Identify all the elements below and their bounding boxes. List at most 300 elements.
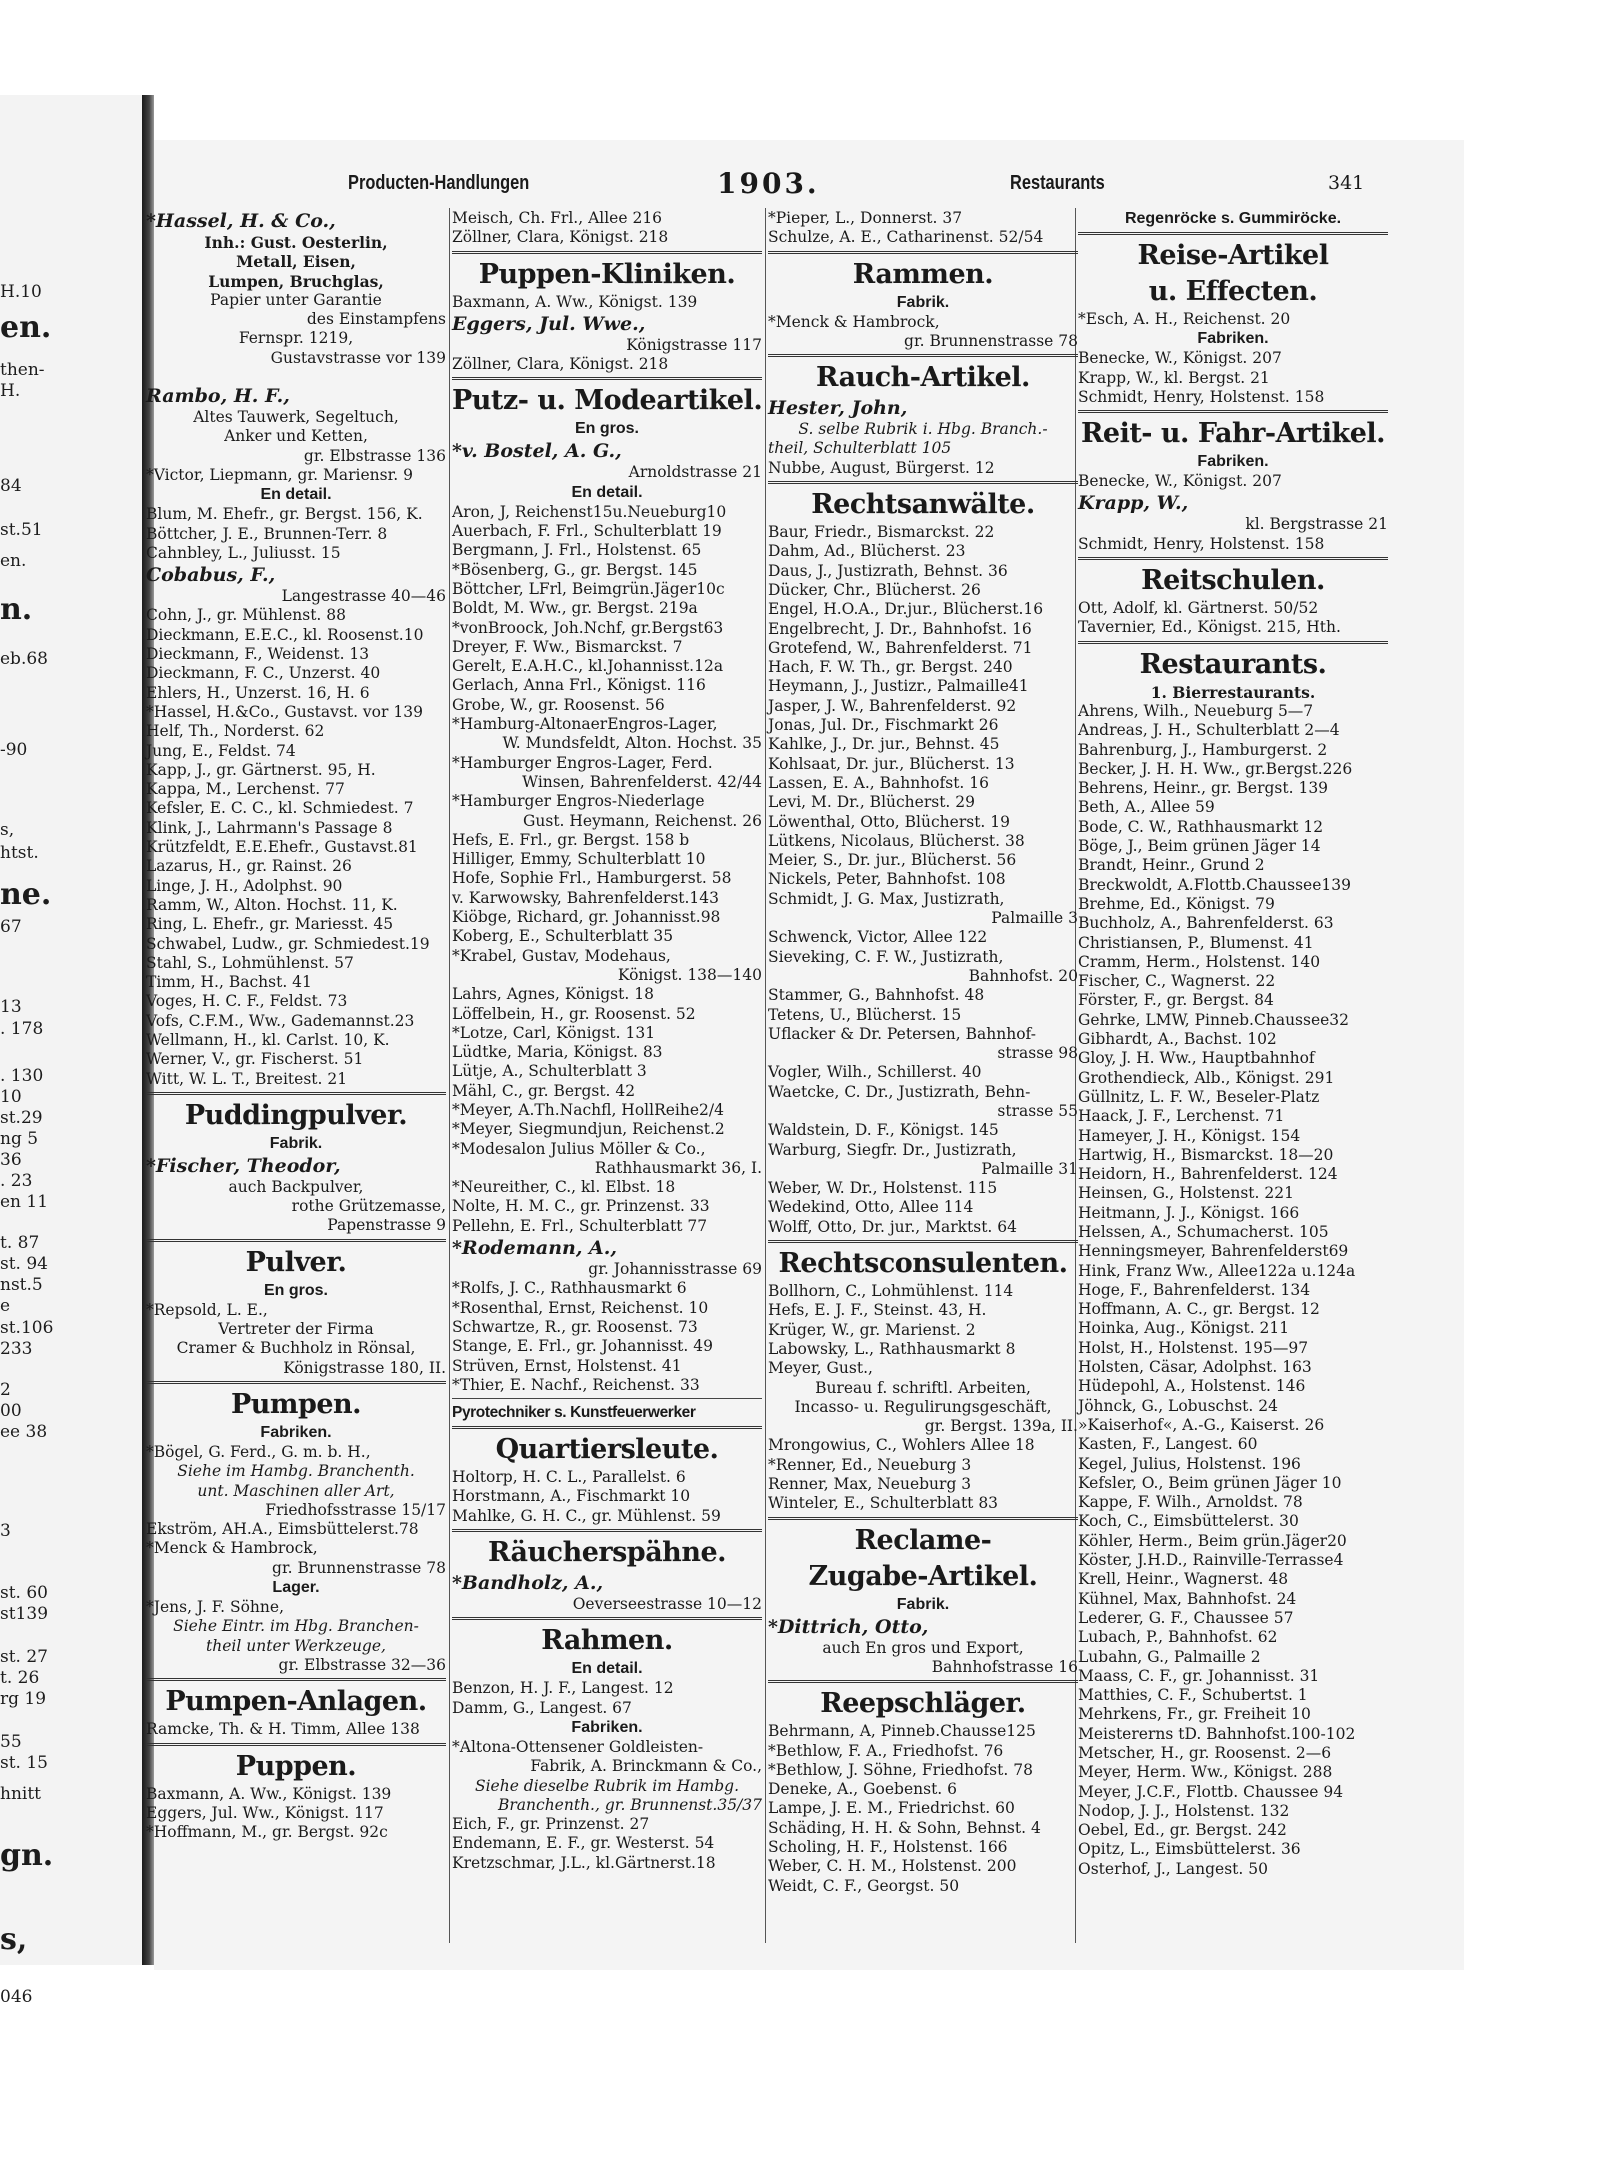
header-right: Restaurants [1010, 172, 1105, 194]
directory-entry: Christiansen, P., Blumenst. 41 [1078, 933, 1314, 952]
directory-entry: Siehe dieselbe Rubrik im Hambg. [474, 1776, 740, 1795]
directory-entry: Meisch, Ch. Frl., Allee 216 [452, 209, 663, 227]
directory-entry: Meier, S., Dr. jur., Blücherst. 56 [768, 851, 1017, 870]
directory-entry: Köster, J.H.D., Rainville-Terrasse4 [1078, 1551, 1344, 1570]
directory-entry: Löwenthal, Otto, Blücherst. 19 [768, 812, 1010, 831]
directory-entry: Eich, F., gr. Prinzenst. 27 [452, 1815, 650, 1834]
margin-fragment: 84 [0, 476, 22, 496]
directory-entry: *Pieper, L., Donnerst. 37 [768, 209, 963, 227]
margin-fragment: ne. [0, 877, 52, 912]
section-heading: u. Effecten. [1148, 276, 1318, 307]
directory-entry: Kasten, F., Langest. 60 [1078, 1435, 1258, 1454]
directory-entry: Benecke, W., Königst. 207 [1078, 349, 1282, 368]
section-divider [146, 1381, 446, 1384]
page-number: 341 [1328, 172, 1365, 194]
directory-entry: Ring, L. Ehefr., gr. Mariesst. 45 [146, 915, 394, 934]
directory-entry: Hoffmann, A. C., gr. Bergst. 12 [1078, 1300, 1320, 1319]
directory-entry: Tetens, U., Blücherst. 15 [768, 1005, 962, 1024]
directory-entry: Haack, J. F., Lerchenst. 71 [1078, 1107, 1285, 1126]
section-heading: Rechtsanwälte. [811, 489, 1035, 521]
directory-entry: *Lotze, Carl, Königst. 131 [452, 1023, 656, 1042]
entry-detail-bold: 1. Bierrestaurants. [1150, 682, 1316, 702]
directory-entry: Ott, Adolf, kl. Gärtnerst. 50/52 [1078, 599, 1319, 618]
directory-entry: Engel, H.O.A., Dr.jur., Blücherst.16 [768, 600, 1044, 619]
directory-entry: Opitz, L., Eimsbüttelerst. 36 [1078, 1840, 1301, 1859]
directory-entry: Zöllner, Clara, Königst. 218 [452, 228, 669, 247]
subsection-label: Fabrik. [269, 1134, 323, 1152]
directory-entry: Hartwig, H., Bismarckst. 18—20 [1078, 1145, 1334, 1164]
directory-entry: Lütkens, Nicolaus, Blücherst. 38 [768, 831, 1025, 850]
directory-entry: Jasper, J. W., Bahrenfelderst. 92 [768, 696, 1017, 715]
directory-entry: Winsen, Bahrenfelderst. 42/44 [522, 772, 762, 791]
directory-entry: Mahlke, G. H. C., gr. Mühlenst. 59 [452, 1506, 721, 1525]
section-divider [146, 1743, 446, 1746]
directory-entry: Andreas, J. H., Schulterblatt 2—4 [1078, 721, 1340, 740]
directory-entry: Grothendieck, Alb., Königst. 291 [1078, 1068, 1335, 1087]
margin-fragment: . 23 [0, 1171, 33, 1191]
directory-entry: Mähl, C., gr. Bergst. 42 [452, 1081, 636, 1100]
directory-entry: *Meyer, Siegmundjun, Reichenst.2 [452, 1120, 725, 1139]
directory-entry: Jöhnck, G., Lobuschst. 24 [1078, 1396, 1278, 1415]
directory-entry: Heitmann, J. J., Königst. 166 [1078, 1203, 1300, 1222]
directory-entry: Hoge, F., Bahrenfelderst. 134 [1078, 1280, 1311, 1299]
directory-entry: *Renner, Ed., Neueburg 3 [768, 1455, 972, 1474]
margin-fragment: ng 5 [0, 1129, 39, 1149]
directory-entry: Kefsler, O., Beim grünen Jäger 10 [1078, 1473, 1342, 1492]
directory-entry: Weber, W. Dr., Holstenst. 115 [768, 1179, 998, 1198]
subsection-label: En detail. [260, 486, 332, 504]
margin-fragment: st. 60 [0, 1583, 48, 1603]
directory-entry: Lütje, A., Schulterblatt 3 [452, 1062, 647, 1081]
directory-entry: Schmidt, Henry, Holstenst. 158 [1078, 534, 1325, 553]
directory-entry: Pellehn, E. Frl., Schulterblatt 77 [452, 1216, 708, 1235]
directory-entry: Koberg, E., Schulterblatt 35 [452, 927, 674, 946]
directory-entry: Dieckmann, E.E.C., kl. Roosenst.10 [146, 625, 424, 644]
directory-entry: Boldt, M. Ww., gr. Bergst. 219a [452, 599, 698, 618]
directory-entry: Ehlers, H., Unzerst. 16, H. 6 [146, 683, 370, 702]
directory-entry: Lazarus, H., gr. Rainst. 26 [146, 857, 352, 876]
margin-fragment: eb.68 [0, 649, 48, 669]
directory-entry: Matthies, C. F., Schubertst. 1 [1078, 1686, 1308, 1705]
directory-entry: Arnoldstrasse 21 [628, 463, 762, 482]
directory-entry: *vonBroock, Joh.Nchf, gr.Bergst63 [452, 618, 724, 637]
directory-entry: Kahlke, J., Dr. jur., Behnst. 45 [768, 735, 1000, 754]
section-heading: Pumpen-Anlagen. [165, 1686, 427, 1718]
margin-fragment: s, [0, 1922, 28, 1957]
directory-entry: *Krabel, Gustav, Modehaus, [452, 946, 671, 965]
margin-fragment: 233 [0, 1339, 33, 1359]
directory-entry: Holtorp, H. C. L., Parallelst. 6 [452, 1468, 686, 1487]
section-divider [452, 1426, 762, 1429]
subsection-label: Regenröcke s. Gummiröcke. [1124, 210, 1342, 227]
directory-entry: Oebel, Ed., gr. Bergst. 242 [1078, 1821, 1287, 1840]
directory-entry: Sieveking, C. F. W., Justizrath, [768, 947, 1004, 966]
directory-entry: Kiöbge, Richard, gr. Johannisst.98 [452, 908, 721, 927]
directory-entry: Scholing, H. F., Holstenst. 166 [768, 1838, 1008, 1856]
directory-entry: *Rosenthal, Ernst, Reichenst. 10 [452, 1298, 709, 1317]
featured-entry: *Bandholz, A., [452, 1572, 604, 1595]
directory-entry: Schwabel, Ludw., gr. Schmiedest.19 [146, 934, 430, 953]
column-4 [1078, 209, 1388, 1979]
directory-entry: Dreyer, F. Ww., Bismarckst. 7 [452, 637, 683, 656]
directory-entry: Damm, G., Langest. 67 [452, 1698, 632, 1717]
directory-entry: Helf, Th., Norderst. 62 [146, 722, 325, 741]
margin-fragment: s, [0, 820, 15, 840]
directory-entry: Lassen, E. A., Bahnhofst. 16 [768, 773, 990, 792]
directory-entry: Witt, W. L. T., Breitest. 21 [146, 1069, 348, 1088]
margin-fragment: st. 15 [0, 1753, 48, 1773]
directory-entry: W. Mundsfeldt, Alton. Hochst. 35 [502, 734, 762, 753]
directory-entry: Becker, J. H. H. Ww., gr.Bergst.226 [1078, 759, 1353, 778]
directory-entry: Werner, V., gr. Fischerst. 51 [146, 1050, 364, 1069]
directory-entry: Hofe, Sophie Frl., Hamburgerst. 58 [452, 869, 732, 888]
directory-entry: unt. Maschinen aller Art, [197, 1481, 395, 1500]
margin-fragment: t. 26 [0, 1668, 40, 1688]
directory-entry: Bergmann, J. Frl., Holstenst. 65 [452, 541, 702, 560]
directory-entry: *Neureither, C., kl. Elbst. 18 [452, 1178, 676, 1197]
directory-entry: Palmaille 31 [981, 1159, 1078, 1178]
directory-entry: Schulze, A. E., Catharinenst. 52/54 [768, 228, 1044, 247]
left-page-margin [0, 95, 142, 2007]
directory-entry: *Hamburger Engros-Lager, Ferd. [452, 753, 713, 772]
directory-entry: *Hamburger Engros-Niederlage [452, 792, 705, 811]
directory-entry: Bahrenburg, J., Hamburgerst. 2 [1078, 740, 1328, 759]
directory-entry: *Esch, A. H., Reichenst. 20 [1078, 310, 1291, 328]
margin-fragment: st139 [0, 1604, 49, 1624]
directory-entry: Buchholz, A., Bahrenfelderst. 63 [1078, 914, 1334, 933]
directory-entry: Meistererns tD. Bahnhofst.100-102 [1078, 1724, 1356, 1743]
directory-entry: Klink, J., Lahrmann's Passage 8 [146, 818, 393, 837]
section-heading: Putz- u. Modeartikel. [452, 385, 763, 417]
subsection-label: Fabriken. [1197, 330, 1269, 348]
directory-entry: Nodop, J. J., Holstenst. 132 [1078, 1801, 1290, 1820]
column-1 [146, 209, 446, 1979]
directory-entry: Weber, C. H. M., Holstenst. 200 [768, 1857, 1017, 1876]
directory-entry: Behrmann, A, Pinneb.Chausse125 [768, 1722, 1036, 1741]
directory-entry: *Repsold, L. E., [146, 1300, 268, 1319]
directory-entry: v. Karwowsky, Bahrenfelderst.143 [452, 888, 720, 907]
directory-entry: Friedhofsstrasse 15/17 [265, 1500, 446, 1519]
margin-fragment: st. 27 [0, 1647, 48, 1667]
directory-entry: *Menck & Hambrock, [768, 312, 940, 331]
directory-entry: strasse 98 [997, 1044, 1078, 1063]
margin-fragment: st.51 [0, 520, 43, 540]
directory-entry: »Kaiserhof«, A.-G., Kaiserst. 26 [1078, 1415, 1325, 1434]
directory-entry: Vogler, Wilh., Schillerst. 40 [768, 1063, 982, 1082]
directory-entry: Cramer & Buchholz in Rönsal, [176, 1339, 416, 1358]
featured-entry: Eggers, Jul. Wwe., [452, 312, 646, 335]
directory-entry: Altes Tauwerk, Segeltuch, [193, 408, 399, 427]
column-rule [449, 208, 450, 1943]
margin-fragment: en. [0, 310, 52, 345]
section-divider [768, 251, 1078, 254]
directory-entry: Schmidt, Henry, Holstenst. 158 [1078, 387, 1325, 406]
directory-entry: Eggers, Jul. Ww., Königst. 117 [146, 1803, 384, 1822]
directory-entry: Lubach, P., Bahnhofst. 62 [1078, 1628, 1278, 1647]
directory-entry: Kohlsaat, Dr. jur., Blücherst. 13 [768, 754, 1015, 773]
directory-entry: Metscher, H., gr. Roosenst. 2—6 [1078, 1744, 1332, 1762]
directory-entry: Waetcke, C. Dr., Justizrath, Behn- [768, 1082, 1031, 1101]
section-divider [1078, 232, 1388, 235]
directory-entry: Lahrs, Agnes, Königst. 18 [452, 985, 654, 1004]
section-divider [452, 1398, 762, 1399]
directory-entry: des Einstampfens [306, 310, 446, 329]
margin-fragment: 67 [0, 917, 22, 937]
directory-entry: Papenstrasse 9 [327, 1216, 446, 1235]
directory-entry: Schäding, H. H. & Sohn, Behnst. 4 [768, 1818, 1041, 1837]
section-divider [452, 251, 762, 254]
directory-entry: Kühnel, Max, Bahnhofst. 24 [1078, 1589, 1297, 1608]
directory-entry: *Menck & Hambrock, [146, 1539, 318, 1558]
directory-entry: Hink, Franz Ww., Allee122a u.124a [1078, 1261, 1356, 1280]
section-heading: Restaurants. [1139, 648, 1327, 680]
directory-entry: Winteler, E., Schulterblatt 83 [768, 1494, 999, 1513]
margin-fragment: 00 [0, 1401, 22, 1421]
directory-entry: Krützfeldt, E.E.Ehefr., Gustavst.81 [146, 838, 418, 857]
margin-fragment: ee 38 [0, 1422, 48, 1442]
directory-entry: Nickels, Peter, Bahnhofst. 108 [768, 870, 1006, 889]
header-year: 1903. [717, 167, 820, 200]
directory-entry: Böge, J., Beim grünen Jäger 14 [1078, 837, 1321, 856]
margin-fragment: htst. [0, 843, 39, 863]
directory-entry: Krell, Heinr., Wagnerst. 48 [1078, 1570, 1289, 1589]
section-heading: Zugabe-Artikel. [808, 1560, 1038, 1592]
directory-entry: Horstmann, A., Fischmarkt 10 [452, 1487, 691, 1506]
directory-entry: Vertreter der Firma [218, 1320, 374, 1339]
directory-entry: Linge, J. H., Adolphst. 90 [146, 876, 343, 895]
section-divider [146, 1092, 446, 1095]
directory-entry: Oeverseestrasse 10—12 [572, 1595, 762, 1614]
directory-entry: Königstrasse 117 [626, 335, 762, 354]
directory-entry: Schmidt, J. G. Max, Justizrath, [768, 889, 1005, 908]
directory-entry: Branchenth., gr. Brunnenst.35/37 [498, 1795, 762, 1814]
directory-entry: Gehrke, LMW, Pinneb.Chaussee32 [1078, 1010, 1350, 1029]
directory-entry: Lederer, G. F., Chaussee 57 [1078, 1608, 1294, 1627]
section-heading: Rammen. [852, 258, 994, 290]
subsection-label: Fabriken. [571, 1718, 643, 1736]
directory-entry: Deneke, A., Goebenst. 6 [768, 1780, 958, 1799]
directory-entry: *Bösenberg, G., gr. Bergst. 145 [452, 560, 698, 579]
directory-entry: Dieckmann, F. C., Unzerst. 40 [146, 664, 381, 683]
column-2 [452, 209, 762, 1979]
directory-entry: Fabrik, A. Brinckmann & Co., [530, 1757, 762, 1776]
directory-entry: Ramcke, Th. & H. Timm, Allee 138 [146, 1720, 420, 1739]
directory-entry: Heidorn, H., Bahrenfelderst. 124 [1078, 1165, 1338, 1184]
directory-entry: Stange, E. Frl., gr. Johannisst. 49 [452, 1337, 713, 1356]
directory-entry: Jung, E., Feldst. 74 [146, 741, 296, 760]
margin-fragment: 046 [0, 1987, 33, 2007]
margin-fragment: st. 94 [0, 1254, 48, 1274]
section-heading: Puddingpulver. [184, 1099, 408, 1131]
featured-entry: Cobabus, F., [146, 564, 276, 587]
directory-entry: Lubahn, G., Palmaille 2 [1078, 1647, 1261, 1666]
directory-entry: Nolte, H. M. C., gr. Prinzenst. 33 [452, 1197, 710, 1216]
directory-entry: Kretzschmar, J.L., kl.Gärtnerst.18 [452, 1853, 716, 1872]
entry-detail-bold: Metall, Eisen, [236, 252, 356, 272]
directory-entry: Hüdepohl, A., Holstenst. 146 [1078, 1377, 1306, 1396]
directory-entry: Schwartze, R., gr. Roosenst. 73 [452, 1317, 698, 1336]
directory-entry: Helssen, A., Schumacherst. 105 [1078, 1222, 1329, 1241]
margin-fragment: 3 [0, 1521, 11, 1541]
margin-fragment: H.10 [0, 282, 42, 302]
directory-entry: Gloy, J. H. Ww., Hauptbahnhof [1078, 1049, 1315, 1068]
directory-entry: Lampe, J. E. M., Friedrichst. 60 [768, 1799, 1015, 1818]
directory-entry: Tavernier, Ed., Königst. 215, Hth. [1078, 618, 1341, 637]
directory-entry: Baxmann, A. Ww., Königst. 139 [146, 1784, 392, 1803]
directory-entry: Daus, J., Justizrath, Behnst. 36 [768, 561, 1008, 580]
featured-entry: *Rodemann, A., [452, 1237, 618, 1260]
directory-entry: Brandt, Heinr., Grund 2 [1078, 856, 1265, 875]
section-heading: Reepschläger. [820, 1688, 1026, 1720]
section-heading: Reitschulen. [1141, 565, 1325, 597]
directory-entry: Gustavstrasse vor 139 [270, 348, 446, 367]
directory-entry: Meyer, J.C.F., Flottb. Chaussee 94 [1078, 1782, 1344, 1801]
directory-entry: *Modesalon Julius Möller & Co., [452, 1139, 706, 1158]
margin-fragment: en 11 [0, 1192, 49, 1212]
directory-entry: Kappa, M., Lerchenst. 77 [146, 780, 345, 799]
section-divider [452, 1529, 762, 1532]
directory-entry: Cahnbley, L., Juliusst. 15 [146, 543, 341, 562]
directory-entry: Stahl, S., Lohmühlenst. 57 [146, 953, 354, 972]
directory-entry: Bahnhofstrasse 16 [931, 1657, 1078, 1676]
directory-entry: Hilliger, Emmy, Schulterblatt 10 [452, 850, 706, 869]
featured-entry: *Dittrich, Otto, [768, 1615, 929, 1638]
subsection-label: Lager. [272, 1579, 320, 1597]
margin-fragment: 10 [0, 1087, 22, 1107]
section-heading: Räucherspähne. [487, 1537, 727, 1569]
section-heading: Rahmen. [541, 1625, 673, 1657]
section-divider [768, 1680, 1078, 1683]
section-divider [452, 377, 762, 380]
directory-entry: gr. Elbstrasse 32—36 [278, 1655, 446, 1674]
directory-entry: *Victor, Liepmann, gr. Mariensr. 9 [146, 465, 414, 484]
section-divider [768, 1517, 1078, 1520]
section-divider [146, 1678, 446, 1681]
directory-entry: Holst, H., Holstenst. 195—97 [1078, 1338, 1309, 1357]
directory-entry: Kapp, J., gr. Gärtnerst. 95, H. [146, 760, 376, 779]
directory-entry: *Hassel, H.&Co., Gustavst. vor 139 [146, 702, 423, 721]
subsection-label: En gros. [574, 420, 639, 438]
directory-entry: Mehrkens, Fr., gr. Freiheit 10 [1078, 1705, 1311, 1724]
section-divider [1078, 410, 1388, 413]
directory-entry: Breckwoldt, A.Flottb.Chaussee139 [1078, 875, 1351, 894]
section-heading: Reise-Artikel [1137, 240, 1329, 271]
directory-entry: Stammer, G., Bahnhofst. 48 [768, 986, 985, 1005]
page-header [0, 167, 1600, 206]
directory-entry: auch En gros und Export, [822, 1638, 1024, 1657]
directory-entry: Blum, M. Ehefr., gr. Bergst. 156, K. [146, 505, 423, 524]
directory-entry: S. selbe Rubrik i. Hbg. Branch.- [798, 420, 1048, 439]
subsection-label: Fabriken. [1197, 453, 1269, 471]
directory-entry: Bureau f. schriftl. Arbeiten, [815, 1378, 1031, 1397]
directory-entry: Hameyer, J. H., Königst. 154 [1078, 1126, 1301, 1145]
directory-entry: Wolff, Otto, Dr. jur., Marktst. 64 [768, 1217, 1017, 1236]
margin-fragment: H. [0, 381, 21, 401]
directory-entry: *Hamburg-AltonaerEngros-Lager, [452, 715, 718, 734]
directory-entry: gr. Brunnenstrasse 78 [904, 331, 1078, 350]
directory-entry: Wellmann, H., kl. Carlst. 10, K. [146, 1030, 390, 1049]
directory-entry: Langestrasse 40—46 [281, 587, 446, 606]
directory-entry: Dieckmann, F., Weidenst. 13 [146, 645, 370, 664]
directory-entry: Jonas, Jul. Dr., Fischmarkt 26 [768, 716, 999, 735]
directory-entry: Heinsen, G., Holstenst. 221 [1078, 1184, 1294, 1203]
directory-entry: Böttcher, J. E., Brunnen-Terr. 8 [146, 524, 388, 543]
directory-entry: Baxmann, A. Ww., Königst. 139 [452, 292, 698, 311]
section-heading: Pulver. [245, 1246, 347, 1278]
directory-entry: gr. Brunnenstrasse 78 [272, 1558, 446, 1577]
directory-entry: Krapp, W., kl. Bergst. 21 [1078, 368, 1270, 387]
directory-entry: Kappe, F. Wilh., Arnoldst. 78 [1078, 1493, 1303, 1512]
margin-fragment: gn. [0, 1838, 54, 1873]
section-heading: Puppen. [235, 1750, 357, 1782]
directory-entry: Hefs, E. J. F., Steinst. 43, H. [768, 1301, 987, 1320]
directory-entry: Gerlach, Anna Frl., Königst. 116 [452, 676, 706, 695]
margin-fragment: 55 [0, 1732, 22, 1752]
directory-entry: Renner, Max, Neueburg 3 [768, 1475, 972, 1494]
section-divider [768, 1240, 1078, 1243]
directory-entry: Baur, Friedr., Bismarckst. 22 [768, 523, 995, 542]
directory-entry: Kegel, Julius, Holstenst. 196 [1078, 1454, 1301, 1473]
directory-entry: Löffelbein, H., gr. Roosenst. 52 [452, 1004, 696, 1023]
margin-fragment: 2 [0, 1380, 11, 1400]
directory-entry: Levi, M. Dr., Blücherst. 29 [768, 793, 976, 812]
margin-fragment: 13 [0, 997, 22, 1017]
directory-entry: Warburg, Siegfr. Dr., Justizrath, [768, 1140, 1017, 1159]
directory-entry: gr. Bergst. 139a, II. [924, 1417, 1078, 1436]
margin-fragment: nst.5 [0, 1275, 43, 1295]
margin-fragment: st.106 [0, 1318, 54, 1338]
section-divider [146, 1239, 446, 1242]
directory-entry: gr. Elbstrasse 136 [303, 446, 446, 465]
directory-entry: *Thier, E. Nachf., Reichenst. 33 [452, 1375, 700, 1394]
directory-entry: Vofs, C.F.M., Ww., Gademannst.23 [146, 1011, 415, 1030]
directory-entry: Nubbe, August, Bürgerst. 12 [768, 458, 995, 477]
directory-entry: Holsten, Cäsar, Adolphst. 163 [1078, 1358, 1312, 1377]
margin-fragment: en. [0, 551, 27, 571]
margin-fragment: hnitt [0, 1784, 41, 1804]
directory-entry: Wedekind, Otto, Allee 114 [768, 1198, 974, 1217]
directory-entry: *Altona-Ottensener Goldleisten- [452, 1737, 704, 1756]
section-heading: Rechtsconsulenten. [778, 1248, 1068, 1280]
directory-entry: *Bethlow, J. Söhne, Friedhofst. 78 [768, 1760, 1033, 1779]
featured-entry: *Fischer, Theodor, [146, 1154, 341, 1177]
directory-entry: Gerelt, E.A.H.C., kl.Johannisst.12a [452, 657, 724, 676]
directory-entry: *Meyer, A.Th.Nachfl, HollReihe2/4 [452, 1100, 724, 1119]
directory-entry: Labowsky, L., Rathhausmarkt 8 [768, 1339, 1016, 1358]
subsection-label: Fabrik. [896, 293, 950, 311]
directory-entry: *Rolfs, J. C., Rathhausmarkt 6 [452, 1279, 687, 1298]
directory-entry: Ahrens, Wilh., Neueburg 5—7 [1078, 701, 1314, 720]
directory-entry: auch Backpulver, [228, 1177, 364, 1196]
section-heading: Quartiersleute. [495, 1434, 719, 1466]
featured-entry: Rambo, H. F., [146, 385, 290, 408]
directory-entry: Dahm, Ad., Blücherst. 23 [768, 542, 966, 561]
section-heading: Puppen-Kliniken. [478, 258, 736, 290]
directory-entry: Weidt, C. F., Georgst. 50 [768, 1876, 960, 1895]
directory-entry: Timm, H., Bachst. 41 [146, 973, 312, 992]
directory-entry: Köhler, Herm., Beim grün.Jäger20 [1078, 1531, 1347, 1550]
margin-fragment: t. 87 [0, 1233, 40, 1253]
margin-fragment: . 130 [0, 1066, 44, 1086]
directory-entry: Hach, F. W. Th., gr. Bergst. 240 [768, 658, 1013, 677]
directory-entry: Meyer, Herm. Ww., Königst. 288 [1078, 1763, 1333, 1782]
subsection-label: En detail. [571, 1660, 643, 1678]
directory-entry: Ekström, AH.A., Eimsbüttelerst.78 [146, 1520, 419, 1539]
directory-entry: Cohn, J., gr. Mühlenst. 88 [146, 606, 346, 625]
directory-entry: Ramm, W., Alton. Hochst. 11, K. [146, 895, 398, 914]
directory-entry: Voges, H. C. F., Feldst. 73 [146, 992, 348, 1011]
directory-entry: Papier unter Garantie [210, 290, 382, 309]
